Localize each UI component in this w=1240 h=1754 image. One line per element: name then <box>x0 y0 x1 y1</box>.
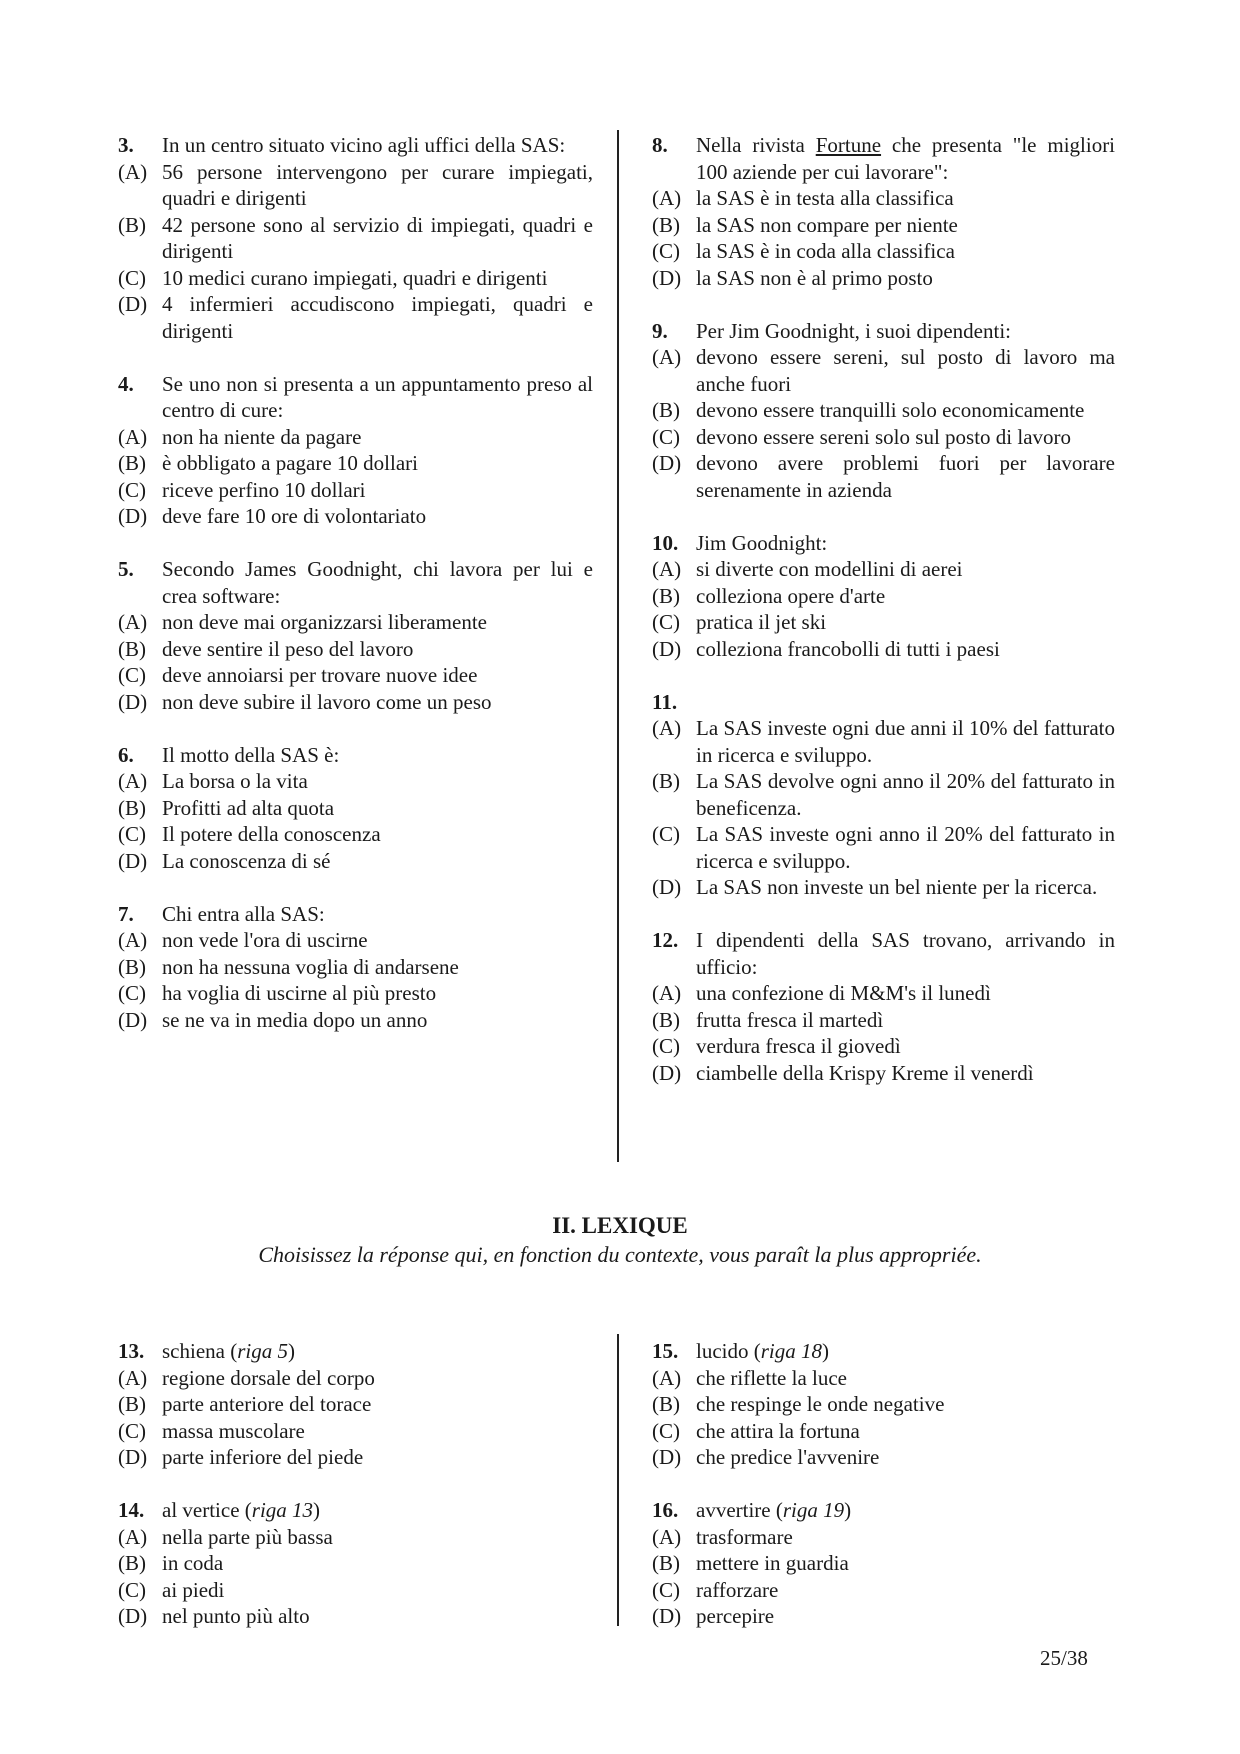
question-13 <box>118 1338 593 1471</box>
option[interactable] <box>652 1007 1115 1034</box>
option-text: non deve mai organizzarsi liberamente <box>162 610 487 634</box>
option-text: La SAS investe ogni anno il 20% del fatturato in ricerca e sviluppo. <box>696 822 1115 873</box>
option[interactable] <box>652 265 1115 292</box>
vocab-word: lucido <box>696 1339 749 1363</box>
magazine-title: Fortune <box>815 133 882 157</box>
question-number: 3. <box>118 133 134 157</box>
option-label: (B) <box>118 636 146 661</box>
option-text: colleziona francobolli di tutti i paesi <box>696 636 1000 661</box>
option[interactable] <box>118 503 593 530</box>
question-number: 5. <box>118 557 134 581</box>
question-stem: avvertire (riga 19) <box>696 1498 852 1522</box>
option[interactable] <box>118 980 593 1007</box>
option-text: regione dorsale del corpo <box>162 1365 375 1390</box>
question-stem: Jim Goodnight: <box>696 530 828 555</box>
option-text: non deve subire il lavoro come un peso <box>162 689 492 714</box>
line-reference: riga 5 <box>237 1339 288 1363</box>
option-text: che attira la fortuna <box>696 1418 860 1443</box>
option-text: la SAS non compare per niente <box>696 212 958 237</box>
option-text: 4 infermieri accudiscono impiegati, quadri e dirigenti <box>162 292 593 343</box>
question-stem: I dipendenti della SAS trovano, arrivando in ufficio: <box>696 928 1115 979</box>
question-stem: Se uno non si presenta a un appuntamento preso al centro di cure: <box>162 371 593 422</box>
question-number: 13. <box>118 1339 145 1363</box>
question-15 <box>652 1338 1115 1471</box>
option[interactable] <box>652 238 1115 265</box>
question-14 <box>118 1497 593 1630</box>
option-label: (C) <box>118 981 146 1005</box>
option-label: (B) <box>652 1392 680 1416</box>
option[interactable] <box>652 1418 1115 1445</box>
option-text: devono avere problemi fuori per lavorare serenamente in azienda <box>696 451 1115 502</box>
question-7 <box>118 901 593 1034</box>
option[interactable] <box>118 795 593 822</box>
option[interactable] <box>652 636 1115 663</box>
option-label: (A) <box>118 159 148 184</box>
option[interactable] <box>652 821 1115 874</box>
option-text: che predice l'avvenire <box>696 1445 880 1469</box>
option-text: devono essere sereni solo sul posto di lavoro <box>696 424 1072 449</box>
question-12 <box>652 927 1115 1086</box>
question-16 <box>652 1497 1115 1630</box>
option[interactable] <box>118 1007 593 1034</box>
option[interactable] <box>652 1524 1115 1551</box>
option[interactable] <box>118 1550 593 1577</box>
question-5 <box>118 556 593 715</box>
option-text: deve fare 10 ore di volontariato <box>162 504 427 528</box>
option-text: 10 medici curano impiegati, quadri e dirigenti <box>162 265 548 290</box>
option-label: (B) <box>652 1007 680 1032</box>
option[interactable] <box>118 689 593 716</box>
question-number: 4. <box>118 371 134 396</box>
lexique-column-right <box>652 1338 1115 1656</box>
section-subtitle: Choisissez la réponse qui, en fonction du contexte, vous paraît la plus appropriée. <box>258 1242 982 1267</box>
option[interactable] <box>652 344 1115 397</box>
vocab-word: schiena <box>162 1339 225 1363</box>
option[interactable] <box>118 265 593 292</box>
option[interactable] <box>652 583 1115 610</box>
question-number: 11. <box>652 689 678 714</box>
section-title: II. LEXIQUE <box>552 1213 688 1238</box>
question-stem: Secondo James Goodnight, chi lavora per lui e crea software: <box>162 557 593 608</box>
option-text: verdura fresca il giovedì <box>696 1034 901 1058</box>
question-number: 16. <box>652 1498 679 1522</box>
option-text: la SAS è in coda alla classifica <box>696 239 955 263</box>
option[interactable] <box>118 1524 593 1551</box>
option-text: La conoscenza di sé <box>162 848 331 873</box>
option-text: non ha nessuna voglia di andarsene <box>162 954 459 979</box>
option-label: (D) <box>652 1604 682 1628</box>
question-6 <box>118 742 593 875</box>
question-10 <box>652 530 1115 663</box>
option-text: parte inferiore del piede <box>162 1445 364 1469</box>
option-text: pratica il jet ski <box>696 610 827 634</box>
option-text: parte anteriore del torace <box>162 1392 372 1416</box>
option-label: (D) <box>118 689 148 714</box>
option-text: ha voglia di uscirne al più presto <box>162 981 437 1005</box>
option-label: (C) <box>652 239 680 263</box>
option-text: devono essere sereni, sul posto di lavoro ma anche fuori <box>696 345 1115 396</box>
option[interactable] <box>118 609 593 636</box>
option-label: (D) <box>652 265 682 290</box>
option-label: (D) <box>118 504 148 528</box>
option-label: (A) <box>652 186 682 210</box>
option[interactable] <box>118 954 593 981</box>
question-stem: lucido (riga 18) <box>696 1339 830 1363</box>
option[interactable] <box>652 450 1115 503</box>
column-divider <box>617 130 619 1162</box>
option-text: se ne va in media dopo un anno <box>162 1007 428 1032</box>
question-number: 8. <box>652 133 668 157</box>
option[interactable] <box>118 212 593 265</box>
question-8 <box>652 132 1115 291</box>
option[interactable] <box>118 1391 593 1418</box>
question-number: 7. <box>118 901 134 926</box>
option[interactable] <box>652 1444 1115 1471</box>
option[interactable] <box>118 662 593 689</box>
column-divider <box>617 1334 619 1626</box>
lexique-column-left <box>118 1338 593 1656</box>
option-label: (B) <box>652 1551 680 1575</box>
option-label: (D) <box>652 451 682 475</box>
option-label: (D) <box>118 1604 148 1628</box>
option[interactable] <box>652 980 1115 1007</box>
option-label: (A) <box>118 769 148 793</box>
option[interactable] <box>652 1577 1115 1604</box>
option-text: trasformare <box>696 1524 793 1549</box>
option[interactable] <box>118 159 593 212</box>
option-text: non ha niente da pagare <box>162 424 362 449</box>
question-number: 15. <box>652 1339 679 1363</box>
option[interactable] <box>118 450 593 477</box>
option-text: Profitti ad alta quota <box>162 795 335 820</box>
option-text: che riflette la luce <box>696 1365 847 1390</box>
option-label: (A) <box>118 1524 148 1549</box>
questions-column-right <box>652 132 1115 1113</box>
option-label: (B) <box>652 769 680 793</box>
option-text: che respinge le onde negative <box>696 1392 945 1416</box>
question-stem: Per Jim Goodnight, i suoi dipendenti: <box>696 318 1011 343</box>
option-text: 56 persone intervengono per curare impiegati, quadri e dirigenti <box>162 159 593 210</box>
option-label: (B) <box>652 583 680 608</box>
option[interactable] <box>652 424 1115 451</box>
option-label: (C) <box>118 822 146 846</box>
option-label: (D) <box>652 636 682 661</box>
option-text: in coda <box>162 1551 224 1575</box>
option[interactable] <box>652 768 1115 821</box>
option-text: riceve perfino 10 dollari <box>162 477 366 502</box>
option[interactable] <box>118 291 593 344</box>
option[interactable] <box>652 1603 1115 1630</box>
option[interactable] <box>118 768 593 795</box>
question-stem <box>696 132 1115 185</box>
question-stem: Il motto della SAS è: <box>162 742 340 767</box>
option[interactable] <box>118 927 593 954</box>
question-number: 10. <box>652 530 679 555</box>
question-stem: Chi entra alla SAS: <box>162 901 325 926</box>
option-label: (C) <box>652 1577 680 1602</box>
option-label: (C) <box>652 1034 680 1058</box>
option[interactable] <box>118 636 593 663</box>
page-number: 25/38 <box>1040 1646 1088 1670</box>
option-text: mettere in guardia <box>696 1551 849 1575</box>
option-label: (B) <box>118 1551 146 1575</box>
option-label: (B) <box>118 1392 146 1416</box>
option[interactable] <box>118 821 593 848</box>
question-number: 9. <box>652 318 668 343</box>
option[interactable] <box>652 185 1115 212</box>
option-text: la SAS non è al primo posto <box>696 265 933 290</box>
option-label: (D) <box>652 1060 682 1085</box>
option[interactable] <box>118 477 593 504</box>
option-text: si diverte con modellini di aerei <box>696 557 963 581</box>
option-label: (A) <box>652 1365 682 1390</box>
option-label: (B) <box>118 451 146 475</box>
option-text: ciambelle della Krispy Kreme il venerdì <box>696 1060 1034 1085</box>
option-text: ai piedi <box>162 1577 225 1602</box>
option-text: colleziona opere d'arte <box>696 583 886 608</box>
option[interactable] <box>118 1418 593 1445</box>
option-label: (B) <box>118 795 146 820</box>
option-label: (C) <box>652 610 680 634</box>
option-label: (C) <box>118 1418 146 1443</box>
option-text: deve sentire il peso del lavoro <box>162 636 414 661</box>
option-text: è obbligato a pagare 10 dollari <box>162 451 418 475</box>
option-label: (A) <box>652 557 682 581</box>
option[interactable] <box>118 1577 593 1604</box>
question-4 <box>118 371 593 530</box>
stem-text: Nella rivista <box>696 133 805 157</box>
option-text: la SAS è in testa alla classifica <box>696 186 954 210</box>
option[interactable] <box>652 609 1115 636</box>
option-label: (A) <box>118 610 148 634</box>
option-text: nella parte più bassa <box>162 1524 333 1549</box>
question-9 <box>652 318 1115 504</box>
option[interactable] <box>652 1060 1115 1087</box>
question-11 <box>652 689 1115 901</box>
question-stem: al vertice (riga 13) <box>162 1498 321 1522</box>
option-label: (C) <box>652 1418 680 1443</box>
option-label: (C) <box>118 265 146 290</box>
question-number: 12. <box>652 928 679 952</box>
option-text: Il potere della conoscenza <box>162 822 381 846</box>
questions-column-left <box>118 132 593 1060</box>
option-label: (D) <box>118 848 148 873</box>
option-label: (D) <box>652 875 682 899</box>
question-stem: schiena (riga 5) <box>162 1339 295 1363</box>
option-text: La SAS non investe un bel niente per la ricerca. <box>696 875 1098 899</box>
question-number: 6. <box>118 742 134 767</box>
option[interactable] <box>118 1603 593 1630</box>
option[interactable] <box>652 715 1115 768</box>
option-text: deve annoiarsi per trovare nuove idee <box>162 663 478 687</box>
option-label: (D) <box>652 1445 682 1469</box>
option-text: nel punto più alto <box>162 1604 310 1628</box>
option-label: (C) <box>652 822 680 846</box>
option-label: (D) <box>118 1007 148 1032</box>
stem-text: che presenta "le migliori 100 aziende per cui lavorare": <box>696 133 1116 184</box>
option[interactable] <box>652 397 1115 424</box>
option-label: (A) <box>652 1524 682 1549</box>
option-text: percepire <box>696 1604 775 1628</box>
option[interactable] <box>118 1365 593 1392</box>
question-3 <box>118 132 593 344</box>
option[interactable] <box>118 848 593 875</box>
option-label: (C) <box>652 424 680 449</box>
option[interactable] <box>652 1365 1115 1392</box>
option-label: (B) <box>652 212 680 237</box>
option[interactable] <box>652 874 1115 901</box>
option-text: 42 persone sono al servizio di impiegati, quadri e dirigenti <box>162 212 593 263</box>
option-text: La borsa o la vita <box>162 769 308 793</box>
option-label: (A) <box>652 716 682 740</box>
option-label: (B) <box>652 398 680 422</box>
option-label: (C) <box>118 1577 146 1602</box>
option[interactable] <box>652 1391 1115 1418</box>
option-label: (D) <box>118 1445 148 1469</box>
vocab-word: avvertire <box>696 1498 771 1522</box>
option-text: La SAS devolve ogni anno il 20% del fatturato in beneficenza. <box>696 769 1115 820</box>
line-reference: riga 13 <box>251 1498 314 1522</box>
option[interactable] <box>118 1444 593 1471</box>
option-label: (A) <box>652 345 682 369</box>
option[interactable] <box>652 556 1115 583</box>
option-text: rafforzare <box>696 1577 779 1602</box>
option-text: non vede l'ora di uscirne <box>162 928 368 952</box>
option-label: (B) <box>118 954 146 979</box>
question-stem: In un centro situato vicino agli uffici della SAS: <box>162 133 566 157</box>
option-label: (C) <box>118 663 146 687</box>
option-text: massa muscolare <box>162 1418 305 1443</box>
option[interactable] <box>652 1550 1115 1577</box>
option[interactable] <box>118 424 593 451</box>
line-reference: riga 19 <box>782 1498 845 1522</box>
option[interactable] <box>652 1033 1115 1060</box>
option-label: (C) <box>118 477 146 502</box>
option-label: (A) <box>118 1365 148 1390</box>
option-label: (A) <box>118 424 148 449</box>
option-text: una confezione di M&M's il lunedì <box>696 981 991 1005</box>
line-reference: riga 18 <box>760 1339 823 1363</box>
option-label: (D) <box>118 292 148 316</box>
option-text: devono essere tranquilli solo economicamente <box>696 398 1085 422</box>
vocab-word: al vertice <box>162 1498 240 1522</box>
option-label: (B) <box>118 212 146 237</box>
option[interactable] <box>652 212 1115 239</box>
option-label: (A) <box>652 981 682 1005</box>
question-number: 14. <box>118 1498 145 1522</box>
option-text: frutta fresca il martedì <box>696 1007 884 1032</box>
option-text: La SAS investe ogni due anni il 10% del fatturato in ricerca e sviluppo. <box>696 716 1115 767</box>
option-label: (A) <box>118 928 148 952</box>
